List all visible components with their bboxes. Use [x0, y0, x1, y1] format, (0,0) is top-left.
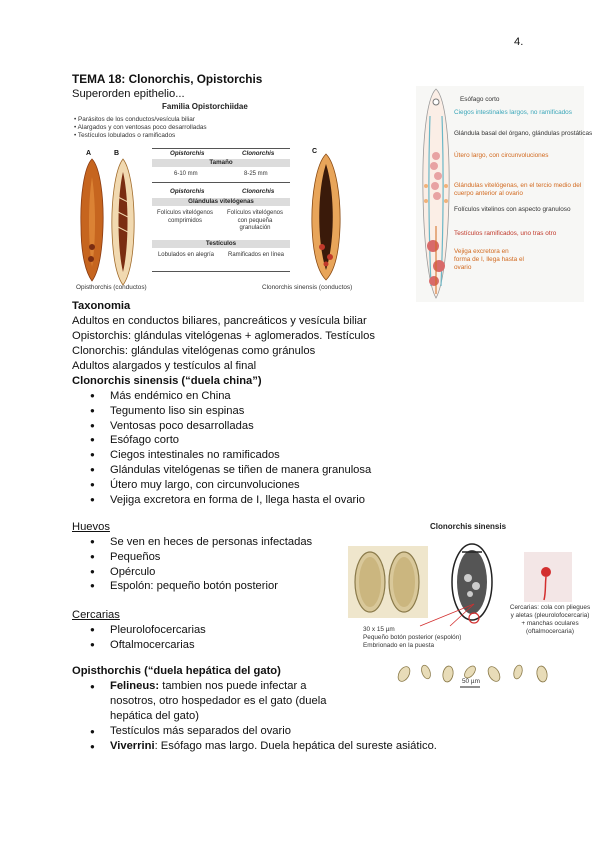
figure1-label-a: A	[86, 150, 92, 157]
fig2-label-glandula: Glándula basal del órgano, glándulas prostáticas	[454, 130, 593, 137]
huevos-list	[90, 535, 312, 594]
cercarias-heading: Cercarias	[72, 609, 120, 621]
opisthorchis-list	[90, 679, 437, 754]
fig2-label-vejiga: Vejiga excretora en forma de I, llega hasta el ovario	[454, 248, 524, 271]
fig2-label-esofago: Esófago corto	[460, 96, 500, 103]
list-item: ● Felineus: tambien nos puede infectar a	[90, 680, 307, 692]
fig2-label-testiculos: Testículos ramificados, uno tras otro	[454, 230, 557, 237]
figure1-bullet: • Testículos lobulados o ramificados	[74, 132, 176, 139]
list-item-continuation: hepática del gato)	[110, 710, 199, 722]
clonorchis-list	[90, 389, 371, 507]
cercaria-illustration	[524, 552, 572, 602]
taxonomia-line: Opistorchis: glándulas vitelógenas + aglomerados. Testículos	[72, 330, 375, 342]
fig2-label-utero: Útero largo, con circunvoluciones	[454, 152, 549, 159]
figure3-size: 30 x 15 µm	[363, 626, 395, 633]
list-item: ● Glándulas vitelógenas se tiñen de manera granulosa	[90, 463, 371, 478]
figure1-label-c: C	[312, 148, 318, 155]
list-item: ● Ciegos intestinales no ramificados	[90, 448, 371, 463]
list-item: ● Pleurolofocercarias	[90, 623, 206, 638]
table-col2: Clonorchis	[242, 150, 275, 157]
table-size2: 8-25 mm	[244, 171, 268, 177]
subtitle: Superorden epithelio...	[72, 88, 185, 100]
fig2-label-foliculos: Folículos vitelinos con aspecto granuloso	[454, 206, 571, 213]
page-title: TEMA 18: Clonorchis, Opistorchis	[72, 72, 263, 86]
list-item: ● Vejiga excretora en forma de I, llega hasta el ovario	[90, 493, 371, 508]
clonorchis-heading: Clonorchis sinensis (“duela china”)	[72, 375, 262, 387]
figure1-heading: Familia Opistorchiidae	[162, 102, 248, 111]
comparison-table	[152, 148, 290, 278]
list-item: ● Esófago corto	[90, 433, 371, 448]
table-test-label: Testículos	[152, 240, 290, 248]
taxonomia-heading: Taxonomia	[72, 300, 131, 312]
figure3-title: Clonorchis sinensis	[430, 522, 507, 531]
list-item: ● Útero muy largo, con circunvoluciones	[90, 478, 371, 493]
cercaria-photo	[524, 552, 572, 602]
table-size1: 6-10 mm	[174, 171, 198, 177]
table-col1: Opistorchis	[170, 150, 205, 157]
table-test1: Lobulados en alegría	[157, 252, 215, 258]
worm-c-illustration	[308, 152, 344, 282]
opisthorchis-heading: Opisthorchis (“duela hepática del gato)	[72, 665, 281, 677]
figure1-bullet: • Alargados y con ventosas poco desarrolladas	[74, 124, 207, 131]
figure1-bullet: • Parásitos de los conductos/vesícula biliar	[74, 116, 195, 123]
table-col2b: Clonorchis	[242, 188, 275, 195]
figure1-label-b: B	[114, 150, 120, 157]
list-item: ● Testículos más separados del ovario	[90, 725, 291, 737]
huevos-heading: Huevos	[72, 521, 110, 533]
list-item: ● Más endémico en China	[90, 389, 371, 404]
table-vitel-label: Glándulas vitelógenas	[152, 198, 290, 206]
taxonomia-line: Adultos alargados y testículos al final	[72, 360, 257, 372]
list-item: ● Pequeños	[90, 550, 312, 565]
figure3-caption-left: Pequeño botón posterior (espolón) Embrionado en la puesta	[363, 634, 462, 649]
list-item: ● Oftalmocercarias	[90, 638, 206, 653]
fig2-label-glandulas: Glándulas vitelógenas, en el tercio medio del cuerpo anterior al ovario	[454, 182, 582, 197]
list-item: ● Ventosas poco desarrolladas	[90, 419, 371, 434]
page-number: 4.	[514, 36, 524, 48]
list-item: ● Viverrini: Esófago mas largo. Duela hepática del sureste asiático.	[90, 740, 437, 752]
table-col1b: Opistorchis	[170, 188, 205, 195]
clonorchis-diagram	[416, 86, 456, 302]
worm-b-illustration	[108, 157, 138, 287]
taxonomia-line: Clonorchis: glándulas vitelógenas como gránulos	[72, 345, 316, 357]
taxonomia-line: Adultos en conductos biliares, pancreáticos y vesícula biliar	[72, 315, 367, 327]
pointer-lines	[400, 600, 480, 630]
list-item: ● Tegumento liso sin espinas	[90, 404, 371, 419]
list-item-continuation: nosotros, otro hospedador es el gato (duela	[110, 695, 327, 707]
list-item: ● Se ven en heces de personas infectadas	[90, 535, 312, 550]
figure-clonorchis-anatomy	[416, 86, 593, 302]
figure1-caption-right: Clonorchis sinensis (conductos)	[262, 284, 353, 291]
table-vitel2: Folículos vitelógenos con pequeña granulación	[226, 210, 284, 231]
table-vitel1: Folículos vitelógenos comprimidos	[156, 210, 214, 224]
table-size-label: Tamaño	[152, 159, 290, 167]
list-item: ● Opérculo	[90, 565, 312, 580]
fig2-label-ciegos: Ciegos intestinales largos, no ramificados	[454, 109, 572, 116]
worm-a-illustration	[78, 157, 106, 283]
figure1-caption-left: Opisthorchis (conductos)	[76, 284, 147, 291]
figure3-caption-right: Cercarias: cola con pliegues y aletas (pleurolofocercaria) + manchas oculares (oftalmocercaria)	[509, 604, 591, 635]
cercarias-list	[90, 623, 206, 653]
list-item: ● Espolón: pequeño botón posterior	[90, 579, 312, 594]
table-test2: Ramificados en línea	[227, 252, 285, 258]
figure3-scale: 50 µm	[462, 678, 480, 685]
